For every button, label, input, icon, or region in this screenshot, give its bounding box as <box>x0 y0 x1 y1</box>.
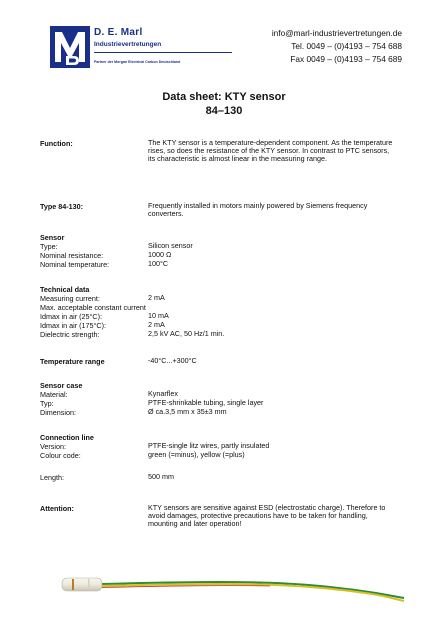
page-subtitle: 84–130 <box>205 105 243 117</box>
kty-sensor-photo-icon <box>60 556 408 606</box>
dielectric-label: Dielectric strength: <box>40 330 100 339</box>
header-divider <box>94 52 232 53</box>
function-text: The KTY sensor is a temperature-dependent component. As the temperature rises, so does the resistance of the KTY sensor. In contrast to PTC sensors, its characteristic is almost linear in the measuring range. <box>148 138 393 164</box>
colour-code-label: Colour code: <box>40 451 81 460</box>
connection-heading: Connection line <box>40 433 94 442</box>
dielectric-value: 2,5 kV AC, 50 Hz/1 min. <box>148 329 225 338</box>
contact-email[interactable]: info@marl-industrievertretungen.de <box>271 28 402 38</box>
sensor-case-heading: Sensor case <box>40 381 83 390</box>
partner-line: Partner der Morgan Electrical Carbon Deutschland <box>94 60 181 64</box>
length-label: Length: <box>40 473 64 482</box>
sensor-heading: Sensor <box>40 233 65 242</box>
colour-code-value: green (=minus), yellow (=plus) <box>148 450 245 459</box>
company-name: D. E. Marl <box>94 27 143 38</box>
idmax175-label: Idmax in air (175°C): <box>40 321 106 330</box>
sensor-temp-label: Nominal temperature: <box>40 260 110 269</box>
version-value: PTFE-single litz wires, partly insulated <box>148 441 270 450</box>
case-typ-value: PTFE-shrinkable tubing, single layer <box>148 398 264 407</box>
version-label: Version: <box>40 442 66 451</box>
case-typ-label: Typ: <box>40 399 54 408</box>
material-value: Kynarflex <box>148 389 178 398</box>
max-current-label: Max. acceptable constant current <box>40 303 146 312</box>
sensor-temp-value: 100°C <box>148 259 169 268</box>
sensor-resistance-label: Nominal resistance: <box>40 251 104 260</box>
length-value: 500 mm <box>148 472 174 481</box>
company-subtitle: Industrievertretungen <box>94 41 162 48</box>
temperature-range-value: -40°C...+300°C <box>148 356 197 365</box>
technical-heading: Technical data <box>40 285 90 294</box>
sensor-resistance-value: 1000 Ω <box>148 250 172 259</box>
material-label: Material: <box>40 390 68 399</box>
idmax25-label: Idmax in air (25°C): <box>40 312 102 321</box>
idmax175-value: 2 mA <box>148 320 165 329</box>
page-title: Data sheet: KTY sensor <box>162 91 286 103</box>
contact-fax: Fax 0049 – (0)4193 – 754 689 <box>290 54 402 64</box>
dimension-label: Dimension: <box>40 408 76 417</box>
function-label: Function: <box>40 139 73 148</box>
type-text: Frequently installed in motors mainly powered by Siemens frequency converters. <box>148 201 368 219</box>
company-logo-icon <box>50 26 90 68</box>
idmax25-value: 10 mA <box>148 311 169 320</box>
measuring-current-value: 2 mA <box>148 293 165 302</box>
sensor-type-value: Silicon sensor <box>148 241 193 250</box>
contact-tel: Tel. 0049 – (0)4193 – 754 688 <box>291 41 402 51</box>
attention-label: Attention: <box>40 504 74 513</box>
dimension-value: Ø ca.3,5 mm x 35±3 mm <box>148 407 227 416</box>
sensor-type-label: Type: <box>40 242 58 251</box>
measuring-current-label: Measuring current: <box>40 294 100 303</box>
temperature-range-label: Temperature range <box>40 357 105 366</box>
type-label: Type 84-130: <box>40 202 84 211</box>
attention-text: KTY sensors are sensitive against ESD (electrostatic charge). Therefore to avoid damages, protective precautions have to be taken for handling, mounting and later operation! <box>148 503 386 529</box>
